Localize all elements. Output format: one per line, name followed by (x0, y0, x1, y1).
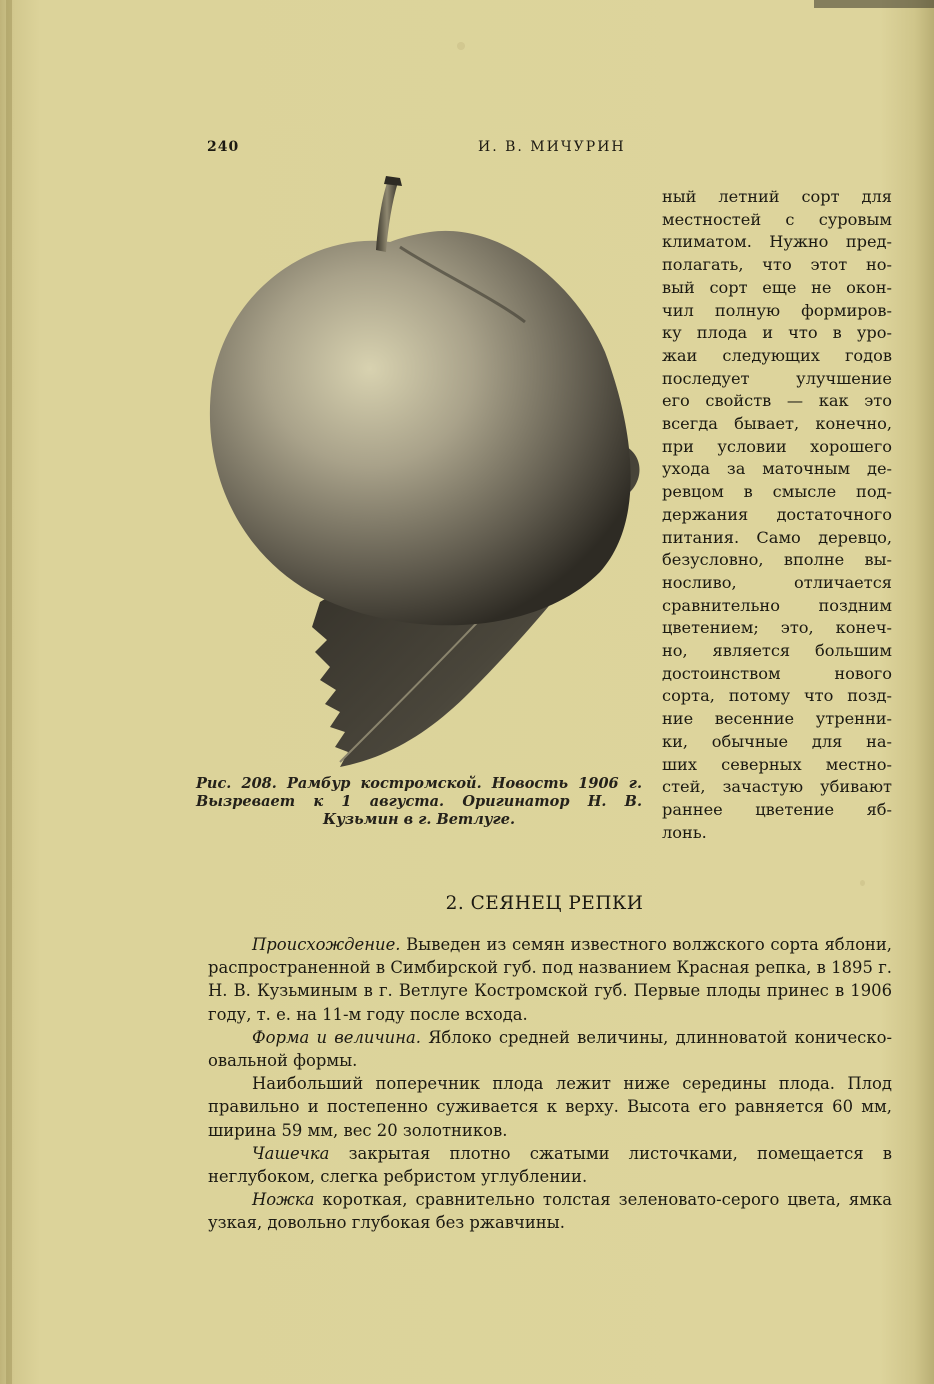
side-text-line: вый сорт еще не окон- (662, 277, 892, 297)
side-text-line: климатом. Нужно пред- (662, 232, 892, 252)
running-title: И. В. МИЧУРИН (478, 139, 626, 155)
body-paragraph (208, 1142, 892, 1188)
print-speck (860, 880, 865, 886)
side-text-line: лонь. (662, 822, 707, 842)
side-text-line: полагать, что этот но- (662, 255, 892, 275)
side-text-line: цветением; это, конеч- (662, 618, 892, 638)
side-text-line: ухода за маточным де- (662, 459, 892, 479)
apple-body (210, 231, 631, 625)
side-text-line: достоинством нового (662, 663, 892, 683)
page-edge-shadow (814, 0, 934, 8)
side-text-line: ние весенние утренни- (662, 709, 892, 729)
paragraph-term: Происхождение. (252, 935, 401, 954)
side-text-line: последует улучшение (662, 368, 892, 388)
section-heading (0, 893, 934, 914)
side-text-line: ку плода и что в уро- (662, 323, 892, 343)
paragraph-term: Чашечка (252, 1143, 330, 1163)
paragraph-text: Выведен из семян известного волжского сорта яблони, распространенной в Симбирской губ. под названием Красная репка, в 1895 г. Н. В. Кузьминым в г. Ветлуге Костромской губ. Первые плоды принес в 1906 году, т. е. на 11-м году после всхода. (208, 935, 892, 1024)
section-heading-text: 2. СЕЯНЕЦ РЕПКИ (445, 893, 644, 914)
side-text-line: при условии хорошего (662, 436, 892, 456)
paragraph-text: короткая, сравнительно толстая зеленовато-серого цвета, ямка узкая, довольно глубокая без ржавчины. (208, 1190, 892, 1233)
side-text-line: местностей с суровым (662, 209, 892, 229)
running-head (207, 139, 907, 163)
side-text-line: ки, обычные для на- (662, 731, 892, 751)
print-speck (457, 42, 465, 50)
side-text-line: жаи следующих годов (662, 345, 892, 365)
paragraph-term: Форма и величина. (252, 1027, 422, 1047)
side-text-line: сравнительно поздним (662, 595, 892, 615)
side-text-line: сорта, потому что позд- (662, 686, 892, 706)
page-number: 240 (207, 139, 240, 155)
side-text-line: ших северных местно- (662, 754, 892, 774)
figure-caption: Рис. 208. Рамбур костромской. Новость 1906 г. Вызревает к 1 августа. Оригинатор Н. В. Кузьмин в г. Ветлуге. (196, 775, 642, 828)
side-text-line: стей, зачастую убивают (662, 777, 892, 797)
apple-illustration (200, 172, 650, 772)
body-paragraph (208, 1072, 892, 1142)
side-text-line: раннее цветение яб- (662, 799, 892, 819)
side-text-line: носливо, отличается (662, 572, 892, 592)
side-text-line: держания достаточного (662, 504, 892, 524)
body-paragraph (208, 1188, 892, 1234)
side-text-line: чил полную формиров- (662, 300, 892, 320)
side-text-line: всегда бывает, конечно, (662, 414, 892, 434)
side-text-line: безусловно, вполне вы- (662, 550, 892, 570)
paragraph-term: Ножка (252, 1190, 315, 1210)
body-text (208, 933, 892, 1235)
side-text-line: ный летний сорт для (662, 187, 892, 206)
paragraph-text: закрытая плотно сжатыми листочками, помещается в неглубоком, слегка ребристом углублении. (208, 1143, 892, 1187)
side-text-line: ревцом в смысле под- (662, 482, 892, 502)
apple-drawing (200, 172, 650, 772)
side-text-line: но, является большим (662, 641, 892, 661)
side-text-line: питания. Само деревцо, (662, 527, 892, 547)
body-paragraph (208, 1026, 892, 1072)
paragraph-text: Яблоко средней величины, длинноватой коническо-овальной формы. (208, 1027, 892, 1071)
page-spine-shadow (6, 0, 12, 1384)
paragraph-text: Наибольший поперечник плода лежит ниже середины плода. Плод правильно и постепенно суживается к верху. Высота его равняется 60 мм, ширина 59 мм, вес 20 золотников. (208, 1074, 892, 1140)
body-paragraph (208, 933, 892, 1026)
side-text-line: его свойств — как это (662, 391, 892, 411)
side-text-column (662, 186, 892, 844)
